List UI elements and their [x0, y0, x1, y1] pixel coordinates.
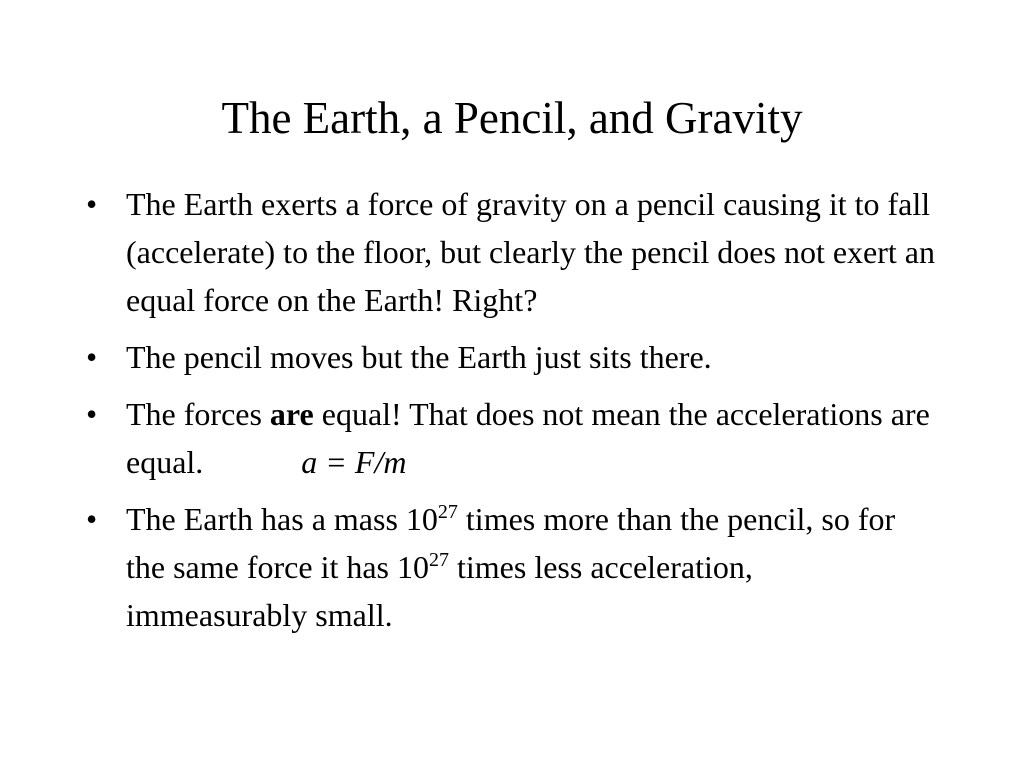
bullet-list [80, 180, 940, 648]
exponent: 27 [429, 549, 449, 571]
bullet-text-continued: times more than the pencil, so for the same force it has 10 [126, 501, 896, 585]
bullet-text-continued: equal! That does not mean the accelerations are equal. [126, 396, 930, 480]
slide-title: The Earth, a Pencil, and Gravity [221, 93, 803, 143]
exponent: 27 [437, 501, 458, 523]
bullet-icon: • [86, 396, 98, 432]
bullet-item-4 [80, 495, 940, 639]
bullet-item-1 [80, 180, 940, 324]
bullet-text: The Earth has a mass 10 [126, 501, 438, 537]
bullet-icon: • [86, 186, 98, 222]
bullet-icon: • [86, 339, 98, 375]
bold-emphasis: are [269, 396, 314, 432]
bullet-text: The Earth exerts a force of gravity on a pencil causing it to fall (accelerate) to the floor, but clearly the pencil does not exert an equal force on the Earth! Right? [126, 186, 935, 318]
bullet-text: The forces [126, 396, 270, 432]
bullet-text: The pencil moves but the Earth just sits there. [126, 339, 712, 375]
bullet-text-end: times less acceleration, immeasurably small. [126, 549, 753, 633]
bullet-item-3 [80, 390, 940, 486]
bullet-item-2 [80, 333, 940, 381]
bullet-icon: • [86, 501, 98, 537]
formula: a = F/m [301, 444, 407, 480]
